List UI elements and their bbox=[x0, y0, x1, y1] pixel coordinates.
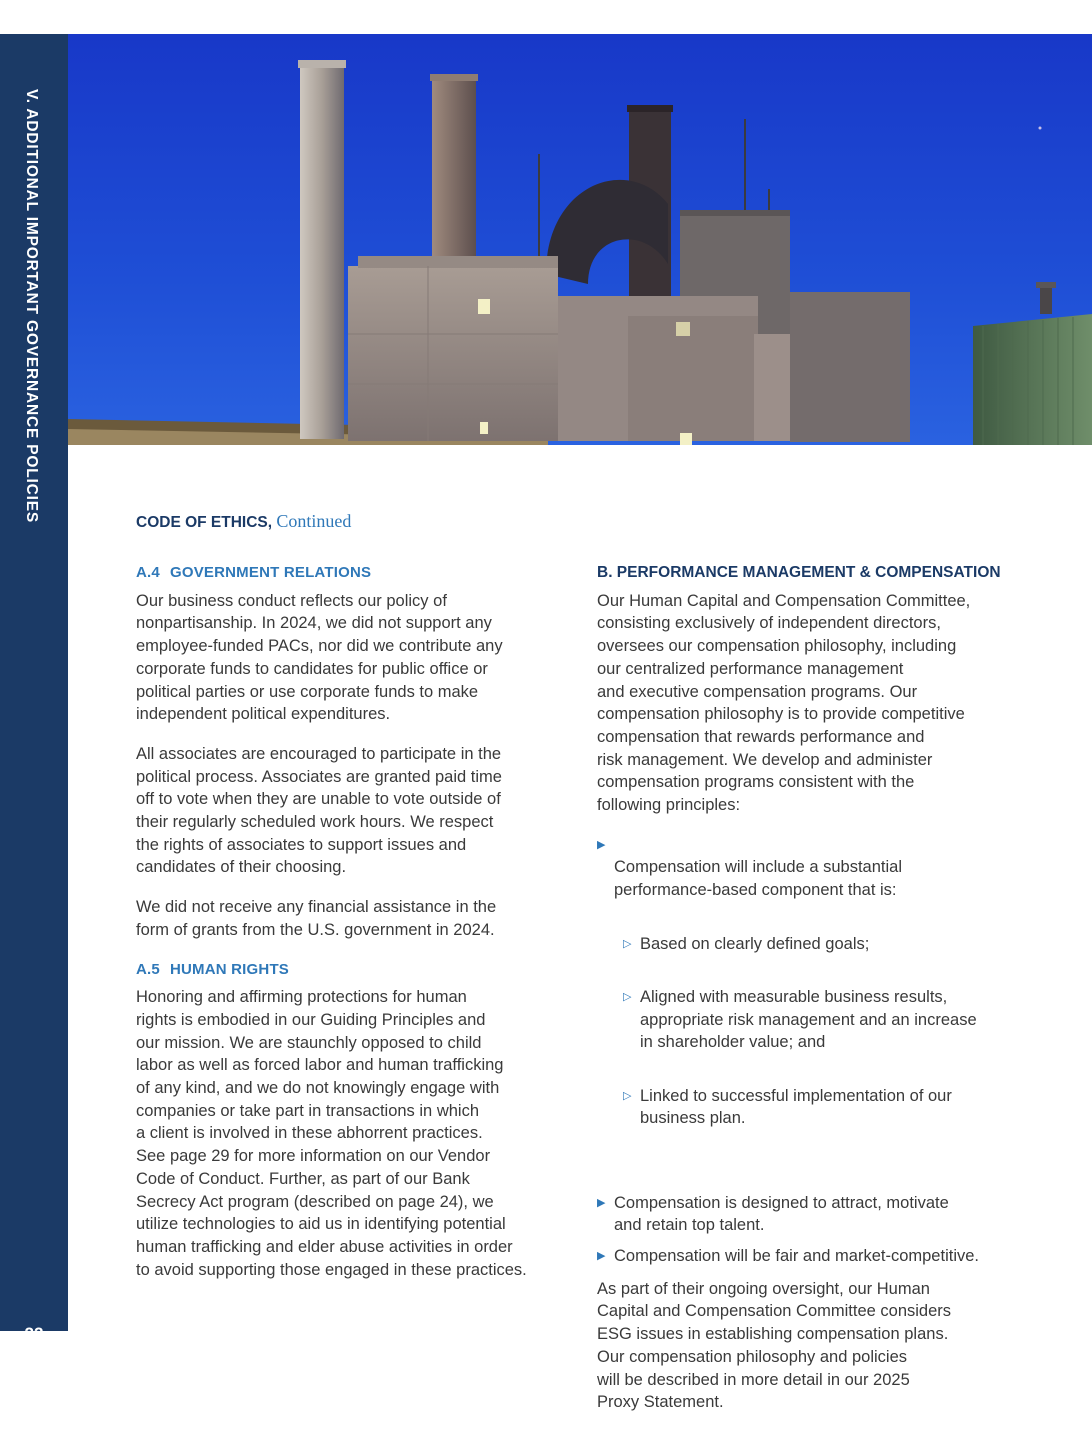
sub-item-text: Aligned with measurable business results, appropriate risk management and an increase in shareholder value; and bbox=[640, 987, 977, 1052]
sub-item-text: Linked to successful implementation of our business plan. bbox=[640, 1086, 952, 1128]
list-item-text: Compensation will include a substantial performance-based component that is: bbox=[614, 858, 902, 900]
outline-triangle-bullet-icon: ▷ bbox=[623, 1089, 632, 1102]
paragraph: All associates are encouraged to participate in the political process. Associates are granted paid time off to vote when they are unable to vote outside of their regularly scheduled work hours. We respect the rights of associates to support issues and candidates of their choosing. bbox=[136, 744, 502, 877]
sub-list-item bbox=[614, 1085, 1032, 1130]
section-title-text: CODE OF ETHICS, bbox=[136, 514, 273, 531]
factory-building bbox=[348, 266, 558, 441]
list-item bbox=[597, 834, 1032, 1184]
list-item-text: Compensation will be fair and market-competitive. bbox=[614, 1246, 979, 1265]
list-item bbox=[597, 1245, 1032, 1268]
heading-text: HUMAN RIGHTS bbox=[169, 960, 290, 978]
triangle-bullet-icon: ▶ bbox=[597, 1249, 606, 1262]
page-number: 22 bbox=[24, 1324, 44, 1343]
green-building bbox=[973, 314, 1092, 445]
heading-human-rights bbox=[136, 959, 566, 982]
paragraph: Our business conduct reflects our policy of nonpartisanship. In 2024, we did not support any employee-funded PACs, nor did we contribute any corporate funds to candidates for public office or political parties or use corporate funds to make independent political expenditures. bbox=[136, 591, 503, 724]
heading-government-relations bbox=[136, 562, 566, 585]
smokestack bbox=[300, 64, 344, 439]
sub-list-item bbox=[614, 933, 1032, 956]
list-item-text: Compensation is designed to attract, motivate and retain top talent. bbox=[614, 1193, 949, 1235]
paragraph: We did not receive any financial assistance in the form of grants from the U.S. government in 2024. bbox=[136, 898, 497, 939]
section-vertical-title: V. ADDITIONAL IMPORTANT GOVERNANCE POLICIES bbox=[23, 89, 40, 523]
triangle-bullet-icon: ▶ bbox=[597, 1196, 606, 1209]
paragraph: As part of their ongoing oversight, our Human Capital and Compensation Committee considers ESG issues in establishing compensation plans. Our compensation philosophy and policies will be described in more detail in our 2025 Proxy Statement. bbox=[597, 1279, 952, 1412]
heading-number: A.5 bbox=[136, 960, 160, 978]
heading-number: A.4 bbox=[136, 564, 160, 581]
page-section-title bbox=[136, 511, 351, 532]
outline-triangle-bullet-icon: ▷ bbox=[623, 937, 632, 950]
hero-photo bbox=[68, 34, 1092, 445]
heading-text: GOVERNMENT RELATIONS bbox=[169, 564, 372, 581]
sub-list-item bbox=[614, 986, 1032, 1054]
paragraph: Honoring and affirming protections for human rights is embodied in our Guiding Principles and our mission. We are staunchly opposed to child labor as well as forced labor and human trafficking of any kind, and we do not knowingly engage with companies or take part in transactions in which a client is involved in these abhorrent practices. See page 29 for more information on our Vendor Code of Conduct. Further, as part of our Bank Secrecy Act program (described on page 24), we utilize technologies to aid us in identifying potential human trafficking and elder abuse activities in order to avoid supporting those engaged in these practices. bbox=[136, 988, 527, 1279]
heading-performance-compensation: B. PERFORMANCE MANAGEMENT & COMPENSATION bbox=[597, 564, 1001, 581]
principles-list bbox=[597, 834, 1032, 1268]
paragraph: Our Human Capital and Compensation Committee, consisting exclusively of independent directors, oversees our compensation philosophy, including our centralized performance management and executive compensation programs. Our compensation philosophy is to provide competitive compensation that rewards performance and risk management. We develop and administer compensation programs consistent with the following principles: bbox=[597, 591, 971, 815]
left-column bbox=[136, 562, 566, 1298]
sub-item-text: Based on clearly defined goals; bbox=[640, 934, 870, 953]
list-item bbox=[597, 1192, 1032, 1237]
triangle-bullet-icon: ▶ bbox=[597, 838, 606, 851]
continued-label: Continued bbox=[276, 511, 352, 531]
sub-list bbox=[614, 910, 1032, 1161]
outline-triangle-bullet-icon: ▷ bbox=[623, 990, 632, 1003]
right-column bbox=[597, 562, 1032, 1431]
sidebar bbox=[0, 34, 68, 1343]
